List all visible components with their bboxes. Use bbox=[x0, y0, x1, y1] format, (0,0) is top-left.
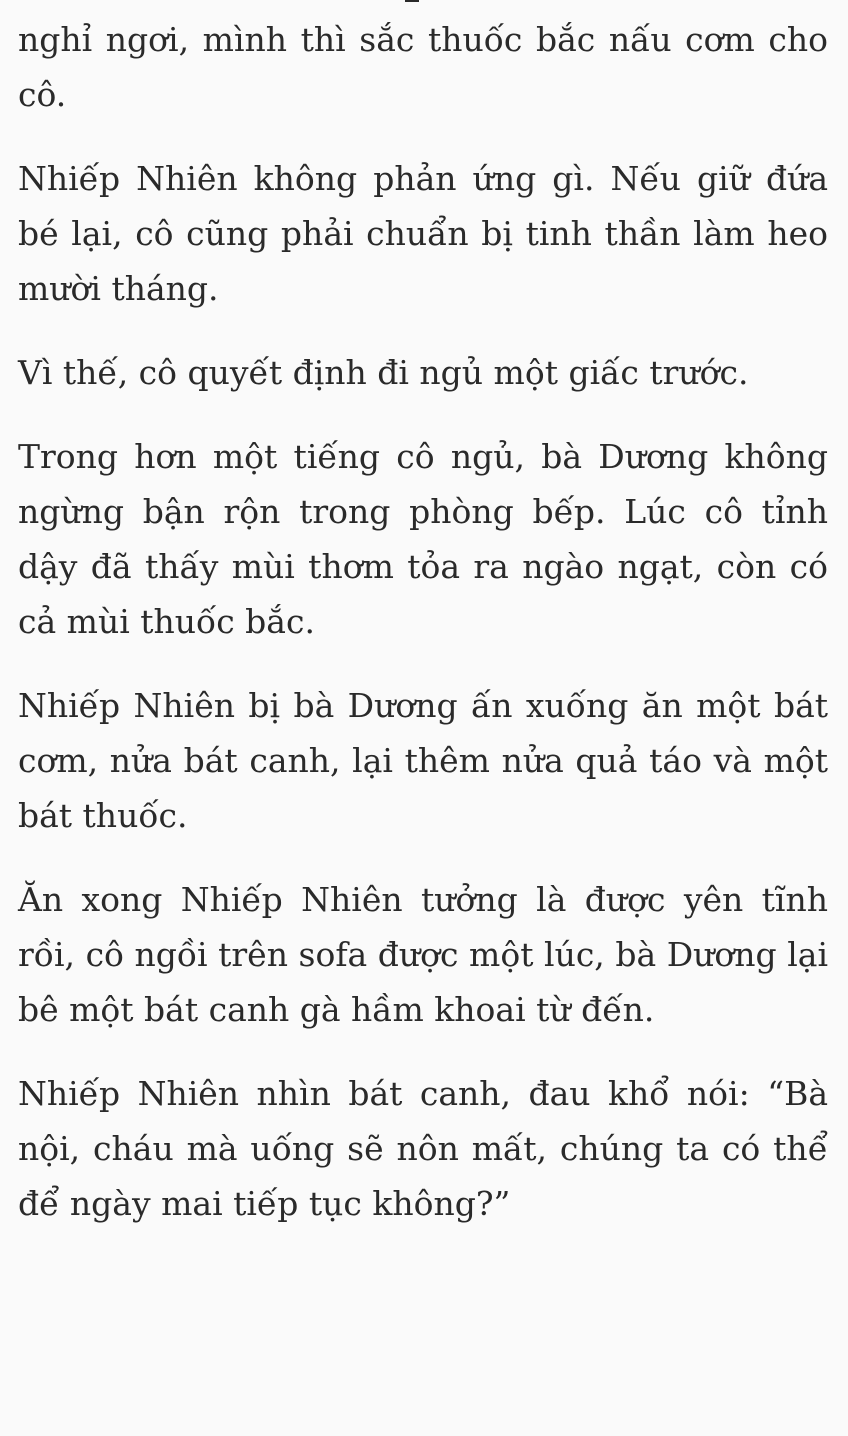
paragraph-2: Nhiếp Nhiên không phản ứng gì. Nếu giữ đứa bé lại, cô cũng phải chuẩn bị tinh thần làm heo mười tháng. bbox=[18, 159, 828, 308]
paragraph-4: Trong hơn một tiếng cô ngủ, bà Dương không ngừng bận rộn trong phòng bếp. Lúc cô tỉnh dậy đã thấy mùi thơm tỏa ra ngào ngạt, còn có cả mùi thuốc bắc. bbox=[18, 437, 828, 641]
paragraph-7: Nhiếp Nhiên nhìn bát canh, đau khổ nói: “Bà nội, cháu mà uống sẽ nôn mất, chúng ta có thể để ngày mai tiếp tục không?” bbox=[18, 1074, 828, 1223]
paragraph-6: Ăn xong Nhiếp Nhiên tưởng là được yên tĩnh rồi, cô ngồi trên sofa được một lúc, bà Dương lại bê một bát canh gà hầm khoai từ đến. bbox=[18, 880, 828, 1029]
paragraph-3: Vì thế, cô quyết định đi ngủ một giấc trước. bbox=[18, 353, 749, 392]
paragraph-1: nghỉ ngơi, mình thì sắc thuốc bắc nấu cơm cho cô. bbox=[18, 20, 828, 114]
document-page bbox=[18, 0, 828, 1260]
paragraph-5: Nhiếp Nhiên bị bà Dương ấn xuống ăn một bát cơm, nửa bát canh, lại thêm nửa quả táo và một bát thuốc. bbox=[18, 686, 828, 835]
